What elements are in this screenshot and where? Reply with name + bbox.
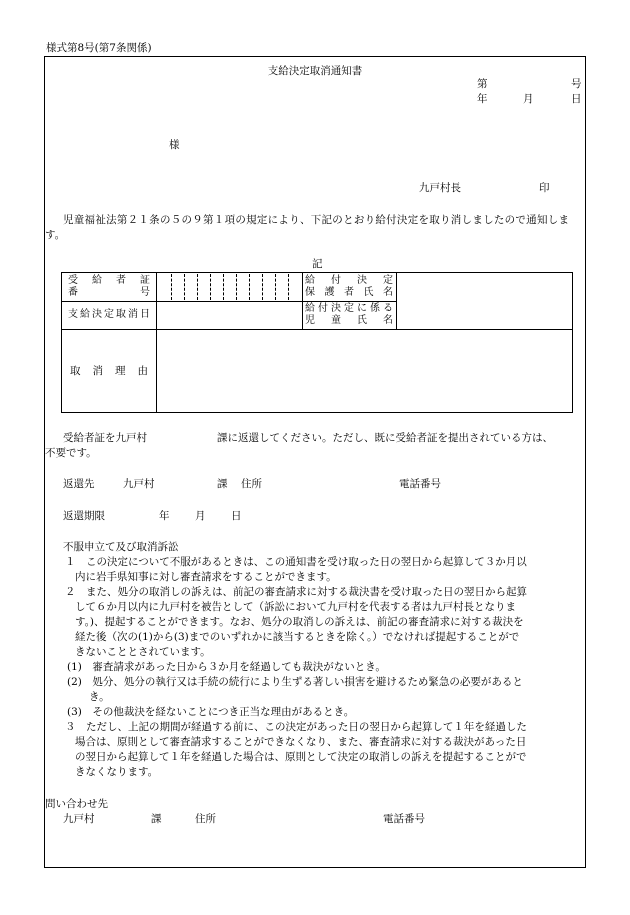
row-divider	[62, 329, 572, 330]
guardian-label: 保護者氏名	[305, 287, 393, 298]
return-text: 不要です。	[45, 447, 97, 459]
return-addr: 住所	[241, 478, 262, 490]
issuer-name: 九戸村長	[419, 182, 461, 194]
number-go: 号	[571, 78, 582, 90]
return-text: 受給者証を九戸村	[63, 432, 147, 444]
digit-separator	[171, 274, 172, 300]
appeal-line: の翌日から起算して１年を経過した場合は、原則として決定の取消しの訴えを提起することがで	[75, 751, 527, 763]
return-text: 課に返還してください。ただし、既に受給者証を提出されている方は、	[217, 432, 553, 444]
guardian-label: 給付決定	[305, 275, 393, 286]
appeal-line: 内に岩手県知事に対し審査請求をすることができます。	[75, 571, 337, 583]
ki-heading: 記	[312, 258, 323, 270]
reason-label: 取消理由	[70, 365, 148, 377]
digit-separator	[288, 274, 289, 300]
digit-separator	[275, 274, 276, 300]
recipient-cert-label: 番号	[68, 287, 150, 298]
digit-separator	[184, 274, 185, 300]
return-village: 九戸村	[123, 478, 155, 490]
digit-separator	[197, 274, 198, 300]
appeal-line: して６か月以内に九戸村を被告として（訴訟において九戸村を代表する者は九戸村長となりま	[75, 601, 516, 613]
digit-separator	[236, 274, 237, 300]
appeal-line: ２ また、処分の取消しの訴えは、前記の審査請求に対する裁決書を受け取った日の翌日から起算	[65, 586, 527, 598]
appeal-line: す。)、提起することができます。なお、処分の取消しの訴えは、前記の審査請求に対する裁決を	[75, 616, 524, 628]
inquiry-phone: 電話番号	[383, 813, 425, 825]
appeal-heading: 不服申立て及び取消訴訟	[63, 541, 179, 553]
appeal-line: き。	[89, 691, 110, 703]
appeal-line: (2) 処分、処分の執行又は手続の続行により生ずる著しい損害を避けるため緊急の必要があると	[67, 676, 523, 688]
column-divider	[396, 273, 397, 329]
return-phone: 電話番号	[399, 478, 441, 490]
appeal-line: きなくなります。	[75, 766, 159, 778]
appeal-line: 場合は、原則として審査請求することができなくなり、また、審査請求に対する裁決があった日	[75, 736, 527, 748]
seal-mark: 印	[539, 182, 550, 194]
recipient-cert-label: 受給者証	[68, 275, 150, 286]
column-divider	[302, 273, 303, 329]
digit-separator	[223, 274, 224, 300]
deadline-hi: 日	[231, 510, 242, 522]
inquiry-ka: 課	[151, 813, 162, 825]
date-tsuki: 月	[523, 93, 534, 105]
row-divider	[62, 301, 396, 302]
digit-separator	[249, 274, 250, 300]
appeal-line: １ この決定について不服があるときは、この通知書を受け取った日の翌日から起算して３か月以	[65, 556, 527, 568]
appeal-line: (3) その他裁決を経ないことにつき正当な理由があるとき。	[67, 706, 355, 718]
document-frame	[44, 56, 586, 868]
appeal-line: ３ ただし、上記の期間が経過する前に、この決定があった日の翌日から起算して１年を経過した	[65, 721, 527, 733]
column-divider	[156, 273, 157, 412]
date-nen: 年	[477, 93, 488, 105]
digit-separator	[210, 274, 211, 300]
document-title: 支給決定取消通知書	[267, 65, 363, 77]
appeal-line: (1) 審査請求があった日から３か月を経過しても裁決がないとき。	[67, 661, 386, 673]
return-address-label: 返還先	[63, 478, 95, 490]
cancel-date-label: 支給決定取消日	[68, 309, 150, 320]
deadline-nen: 年	[159, 510, 170, 522]
date-hi: 日	[571, 93, 582, 105]
child-label: 児童氏名	[305, 315, 393, 326]
intro-text: 児童福祉法第２１条の５の９第１項の規定により、下記のとおり給付決定を取り消しましたので通知します。	[45, 214, 569, 241]
return-ka: 課	[217, 478, 228, 490]
return-deadline-label: 返還期限	[63, 510, 105, 522]
addressee-sama: 様	[169, 139, 180, 151]
appeal-line: きないこととされています。	[75, 646, 211, 658]
detail-table	[61, 272, 573, 413]
form-id: 様式第8号(第7条関係)	[46, 42, 152, 54]
number-dai: 第	[477, 78, 488, 90]
inquiry-village: 九戸村	[63, 813, 95, 825]
inquiry-heading: 問い合わせ先	[45, 798, 108, 810]
appeal-line: 経た後（次の(1)から(3)までのいずれかに該当するときを除く。）でなければ提起することがで	[75, 631, 520, 643]
digit-separator	[262, 274, 263, 300]
child-label: 給付決定に係る	[305, 303, 393, 314]
deadline-tsuki: 月	[195, 510, 206, 522]
inquiry-addr: 住所	[195, 813, 216, 825]
